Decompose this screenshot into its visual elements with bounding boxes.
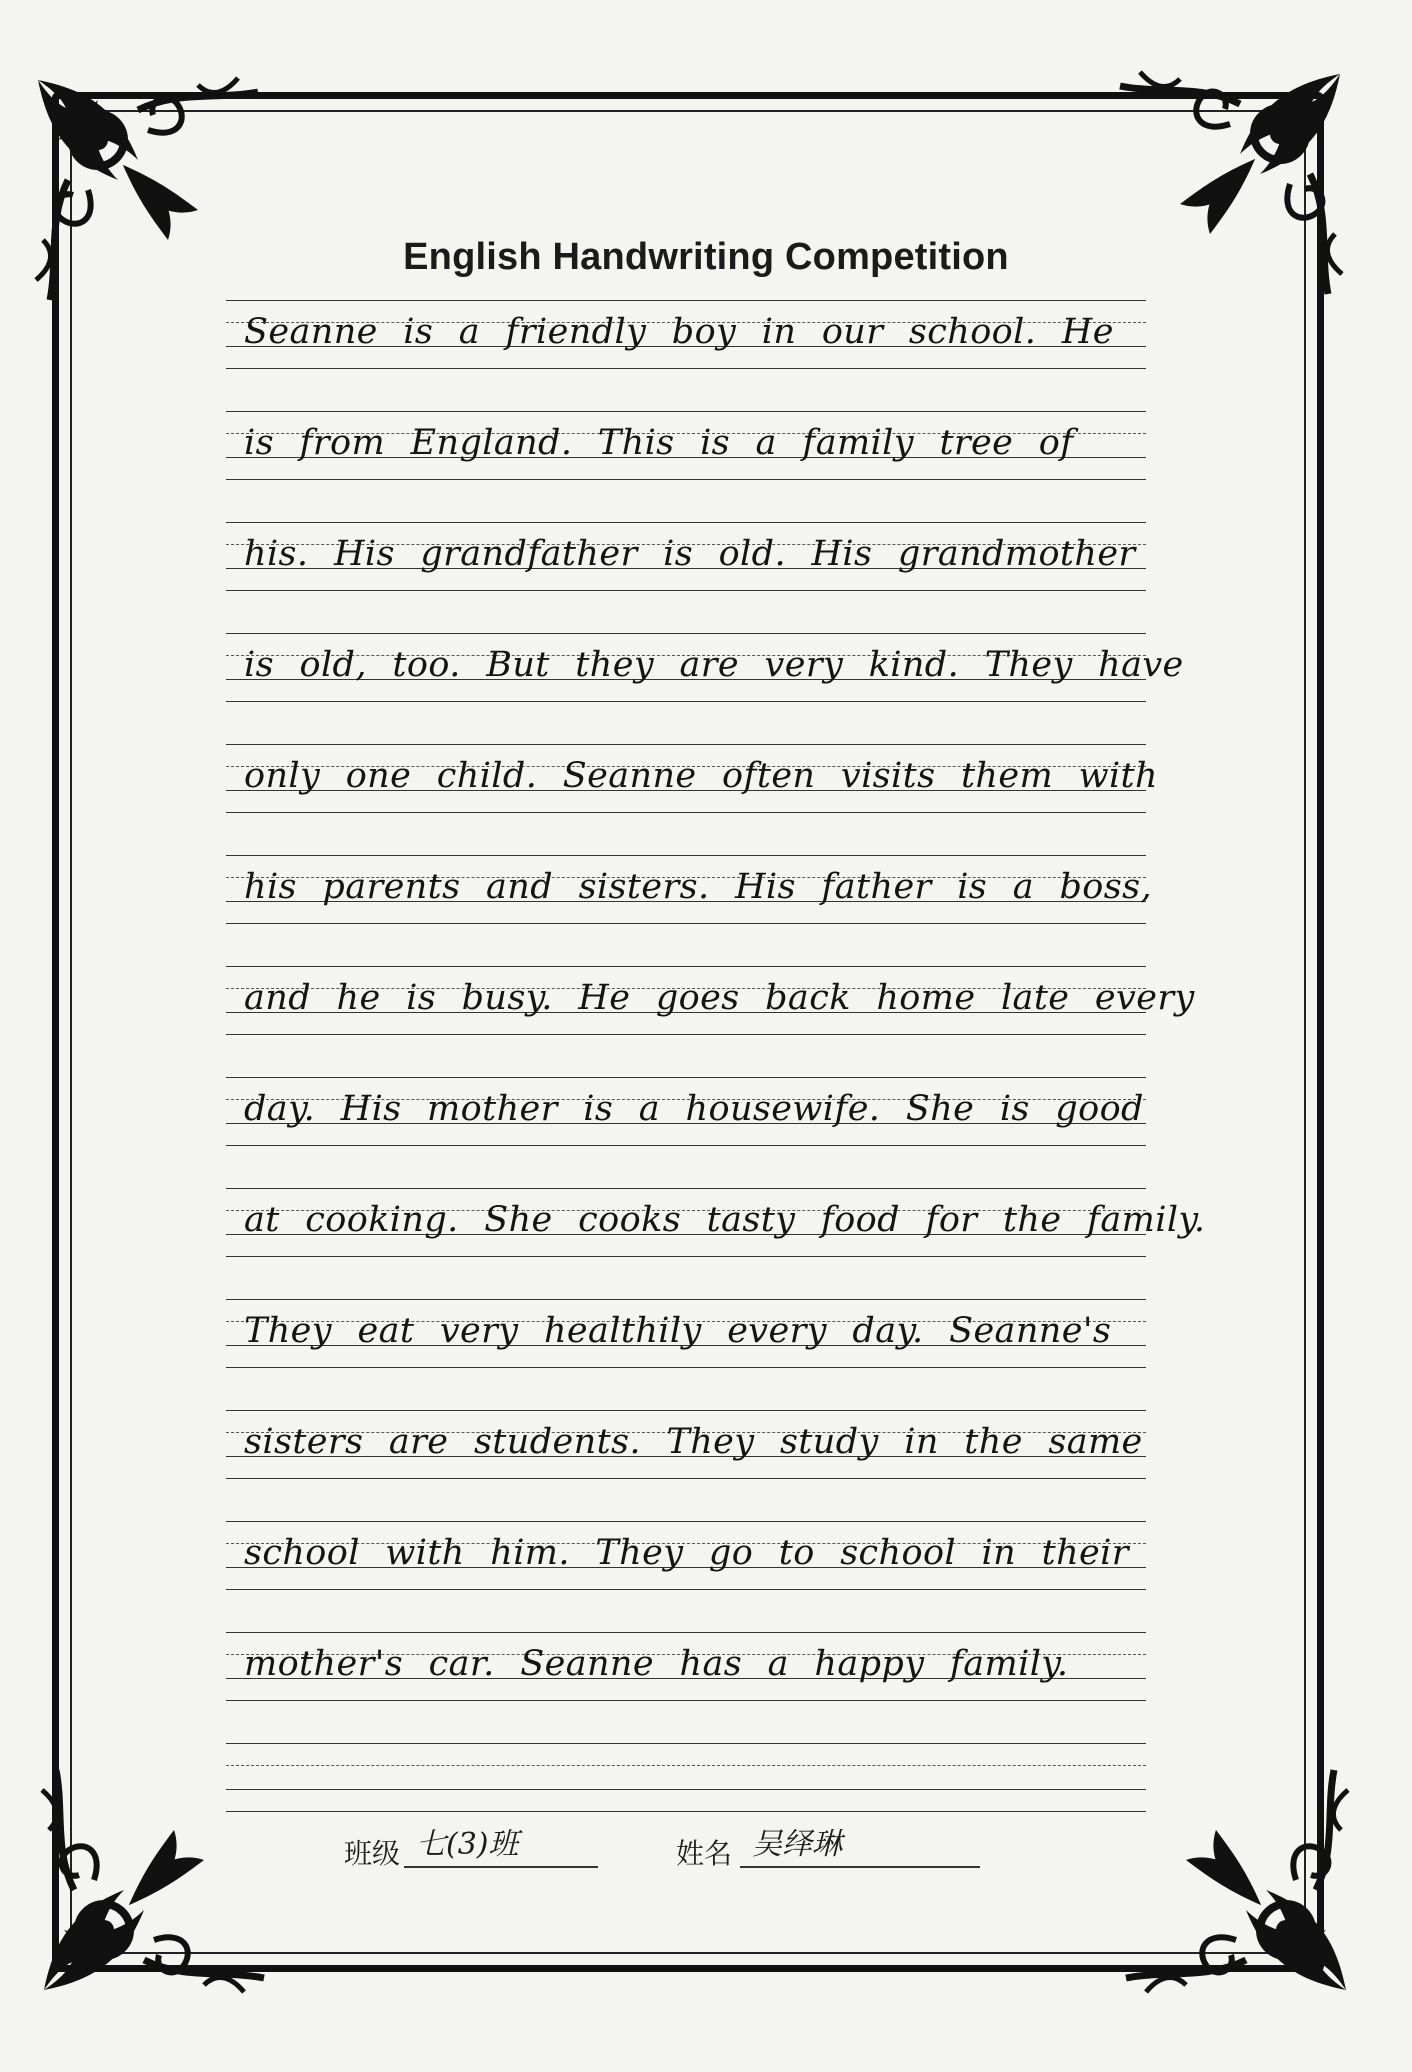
- writing-line: [226, 966, 1195, 1077]
- writing-line: [226, 1077, 1146, 1188]
- handwriting-area: [226, 300, 1206, 1854]
- handwritten-text: and he is busy. He goes back home late every: [244, 978, 1195, 1018]
- handwritten-text: his. His grandfather is old. His grandmother: [244, 534, 1136, 574]
- writing-line: [226, 1632, 1146, 1743]
- handwritten-text: at cooking. She cooks tasty food for the family.: [244, 1200, 1206, 1240]
- writing-line: [226, 855, 1153, 966]
- handwritten-text: Seanne is a friendly boy in our school. He: [244, 312, 1114, 352]
- handwritten-text: is old, too. But they are very kind. They have: [244, 645, 1184, 685]
- handwritten-text: day. His mother is a housewife. She is good: [244, 1089, 1144, 1129]
- handwritten-text: only one child. Seanne often visits them with: [244, 756, 1158, 796]
- writing-line: [226, 744, 1158, 855]
- handwritten-text: sisters are students. They study in the same: [244, 1422, 1143, 1462]
- handwritten-text: They eat very healthily every day. Seanne's: [244, 1311, 1112, 1351]
- writing-line: [226, 522, 1146, 633]
- writing-line: [226, 1521, 1146, 1632]
- writing-line: [226, 1188, 1206, 1299]
- class-value: 七(3)班: [404, 1822, 598, 1868]
- writing-line: [226, 633, 1184, 744]
- handwritten-text: school with him. They go to school in their: [244, 1533, 1129, 1573]
- footer: [0, 1822, 1412, 1882]
- writing-line: [226, 1299, 1146, 1410]
- page-title: English Handwriting Competition: [403, 236, 1009, 278]
- ruled-guides: [226, 1743, 1146, 1813]
- handwritten-text: mother's car. Seanne has a happy family.: [244, 1644, 1069, 1684]
- class-label: 班级: [344, 1837, 401, 1870]
- writing-line: [226, 1410, 1146, 1521]
- name-value: 吴绎琳: [740, 1822, 980, 1868]
- writing-line: [226, 411, 1146, 522]
- handwritten-text: is from England. This is a family tree of: [244, 423, 1074, 463]
- writing-line: [226, 300, 1146, 411]
- handwritten-text: his parents and sisters. His father is a boss,: [244, 867, 1153, 907]
- name-label: 姓名: [676, 1837, 733, 1870]
